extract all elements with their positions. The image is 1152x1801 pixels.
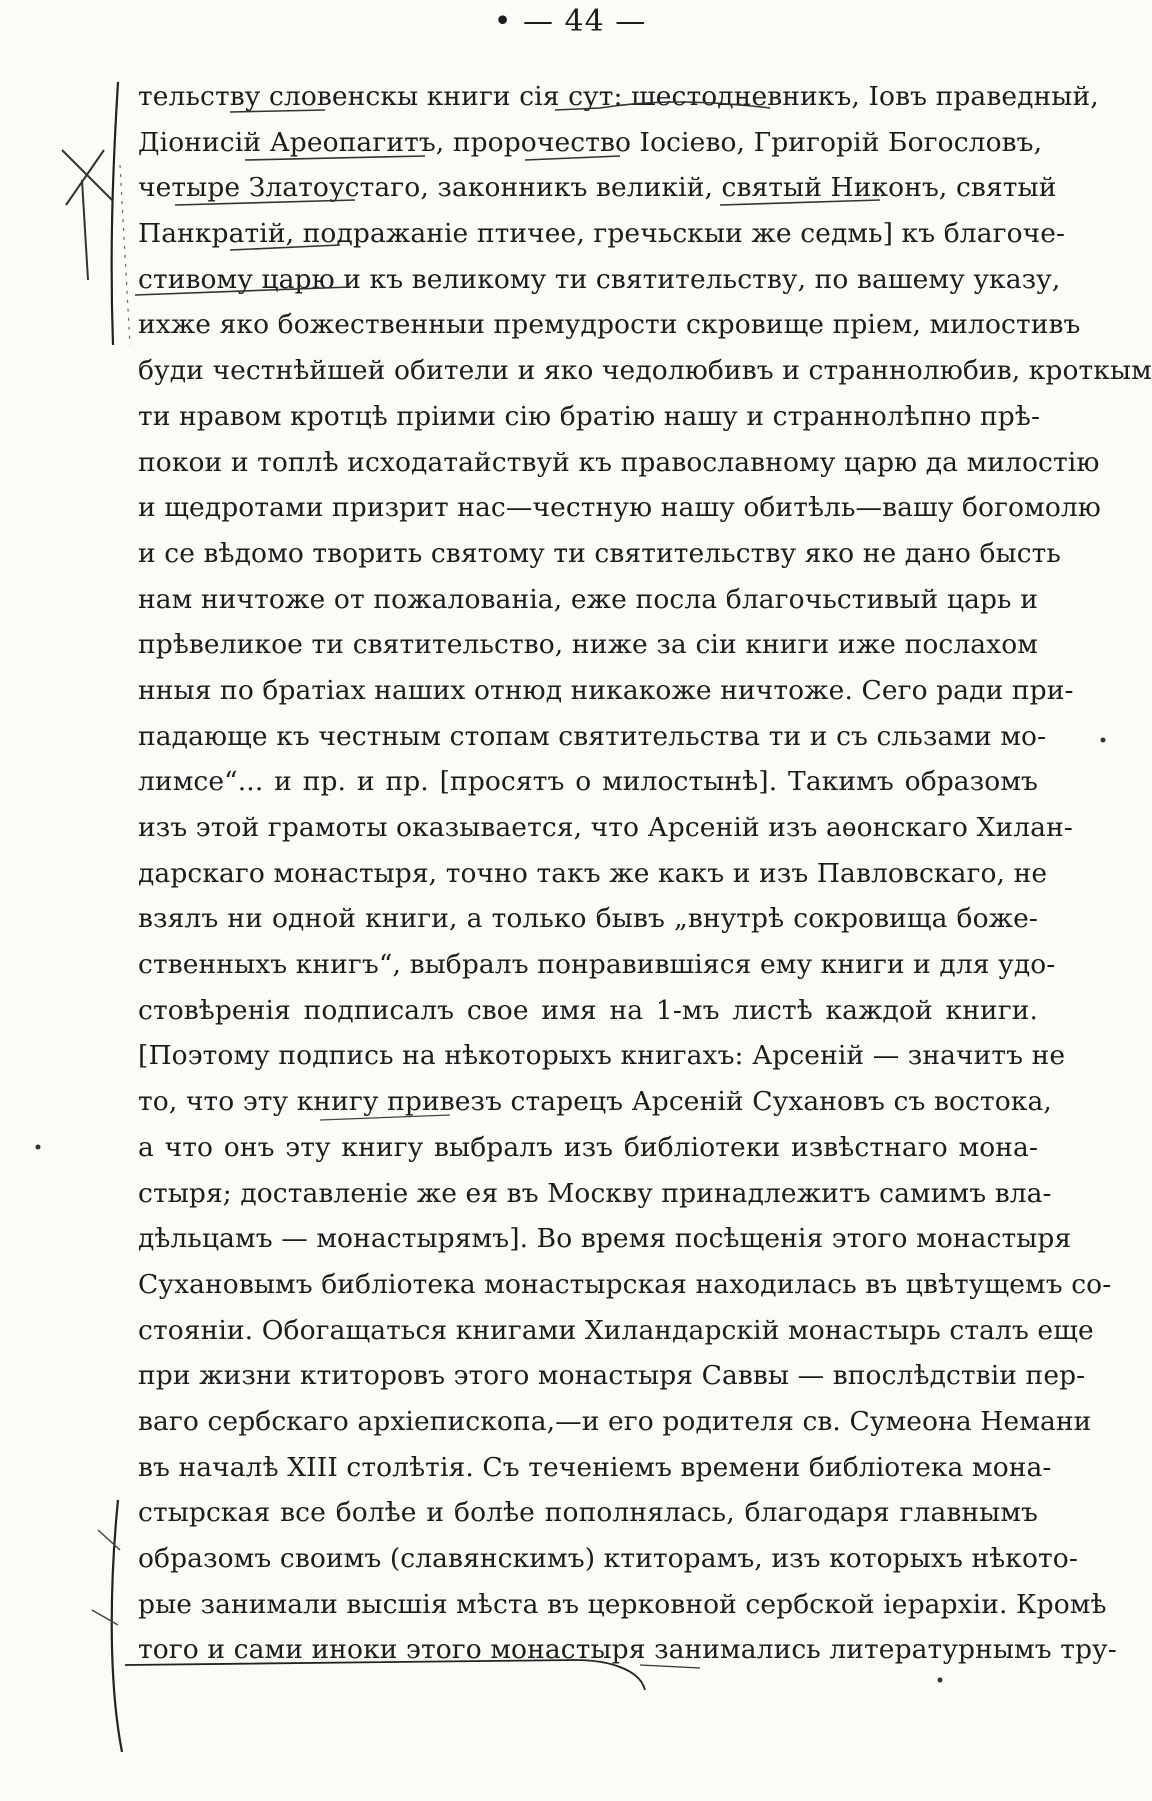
text-line: и се вѣдомо творить святому ти святительству яко не дано бысть	[138, 537, 1061, 569]
text-line: Панкратій, подражаніе птичее, гречьскыи же седмь] къ благоче-	[138, 218, 1066, 250]
text-line: ственныхъ книгъ“, выбралъ понравившіяся ему книги и для удо-	[138, 949, 1056, 981]
text-line: при жизни ктиторовъ этого монастыря Саввы — впослѣдствіи пер-	[138, 1360, 1086, 1392]
text-line: изъ этой грамоты оказывается, что Арсеній изъ аѳонскаго Хилан-	[138, 812, 1073, 843]
margin-tick-mark	[92, 1530, 120, 1625]
margin-dot	[1101, 738, 1106, 743]
text-line: стивому царю и къ великому ти святительству, по вашему указу,	[138, 263, 1061, 295]
text-line: образомъ своимъ (славянскимъ) ктиторамъ, изъ которыхъ нѣкото-	[138, 1543, 1078, 1574]
text-line: дарскаго монастыря, точно такъ же какъ и изъ Павловскаго, не	[138, 857, 1048, 889]
text-line: рые занимали высшія мѣста въ церковной сербской іерархіи. Кромѣ	[138, 1588, 1107, 1620]
text-line: лимсе“... и пр. и пр. [просятъ о милостынѣ]. Такимъ образомъ	[138, 766, 1038, 798]
text-line: Сухановымъ библіотека монастырская находилась въ цвѣтущемъ со-	[138, 1268, 1112, 1300]
margin-bracket-bottom	[112, 1500, 122, 1752]
text-line: падающе къ честным стопам святительства ти и съ сльзами мо-	[138, 720, 1047, 752]
text-line: ти нравом кротцѣ пріими сію братію нашу и страннолѣпно прѣ-	[138, 400, 1041, 432]
text-line: дѣльцамъ — монастырямъ]. Во время посѣщенія этого монастыря	[138, 1223, 1072, 1255]
text-line: того и сами иноки этого монастыря занимались литературнымъ тру-	[138, 1634, 1117, 1666]
margin-bracket-top	[112, 82, 118, 345]
margin-dash-mark	[120, 165, 130, 345]
margin-dot	[36, 1145, 41, 1150]
text-line: стырская все болѣе и болѣе пополнялась, благодаря главнымъ	[138, 1497, 1038, 1529]
text-line: тельству словенскы книги сія сут: шестодневникъ, Іовъ праведный,	[138, 81, 1099, 112]
margin-dot	[938, 1678, 943, 1683]
text-line: то, что эту книгу привезъ старецъ Арсеній Сухановъ съ востока,	[138, 1086, 1052, 1118]
page-number: • — 44 —	[493, 4, 647, 39]
text-line: нныя по братіах наших отнюд никакоже ничтоже. Сего ради при-	[138, 674, 1074, 706]
text-line: покои и топлѣ исходатайствуй къ православному царю да милостію	[138, 446, 1100, 478]
text-line: стовѣренія подписалъ свое имя на 1-мъ листѣ каждой книги.	[138, 994, 1038, 1026]
text-line: нам ничтоже от пожалованіа, еже посла благочьстивый царь и	[138, 583, 1038, 615]
text-line: буди честнѣйшей обители и яко чедолюбивъ и страннолюбив, кроткым	[138, 355, 1152, 387]
text-line: ихже яко божественныи премудрости скровище пріем, милостивъ	[138, 309, 1081, 341]
text-line: и щедротами призрит нас—честную нашу обитѣль—вашу богомолю	[138, 492, 1101, 524]
text-line: ваго сербскаго архіепископа,—и его родителя св. Сумеона Немани	[138, 1405, 1092, 1437]
text-line: [Поэтому подпись на нѣкоторыхъ книгахъ: Арсеній — значитъ не	[138, 1040, 1066, 1072]
text-line: а что онъ эту книгу выбралъ изъ библіотеки извѣстнаго мона-	[138, 1131, 1038, 1163]
text-line: стыря; доставленіе же ея въ Москву принадлежитъ самимъ вла-	[138, 1177, 1052, 1209]
margin-cross-mark	[62, 150, 112, 280]
text-line: Діонисій Ареопагитъ, пророчество Іосіево, Григорій Богословъ,	[138, 126, 1043, 158]
text-line: взялъ ни одной книги, а только бывъ „внутрѣ сокровища боже-	[138, 903, 1038, 935]
text-line: стояніи. Обогащаться книгами Хиландарскій монастырь сталъ еще	[138, 1314, 1094, 1346]
text-line: въ началѣ XIII столѣтія. Съ теченіемъ времени библіотека мона-	[138, 1451, 1052, 1483]
text-body	[138, 74, 1152, 1673]
text-line: четыре Златоустаго, законникъ великій, святый Никонъ, святый	[138, 172, 1057, 204]
text-line: прѣвеликое ти святительство, ниже за сіи книги иже послахом	[138, 629, 1038, 661]
